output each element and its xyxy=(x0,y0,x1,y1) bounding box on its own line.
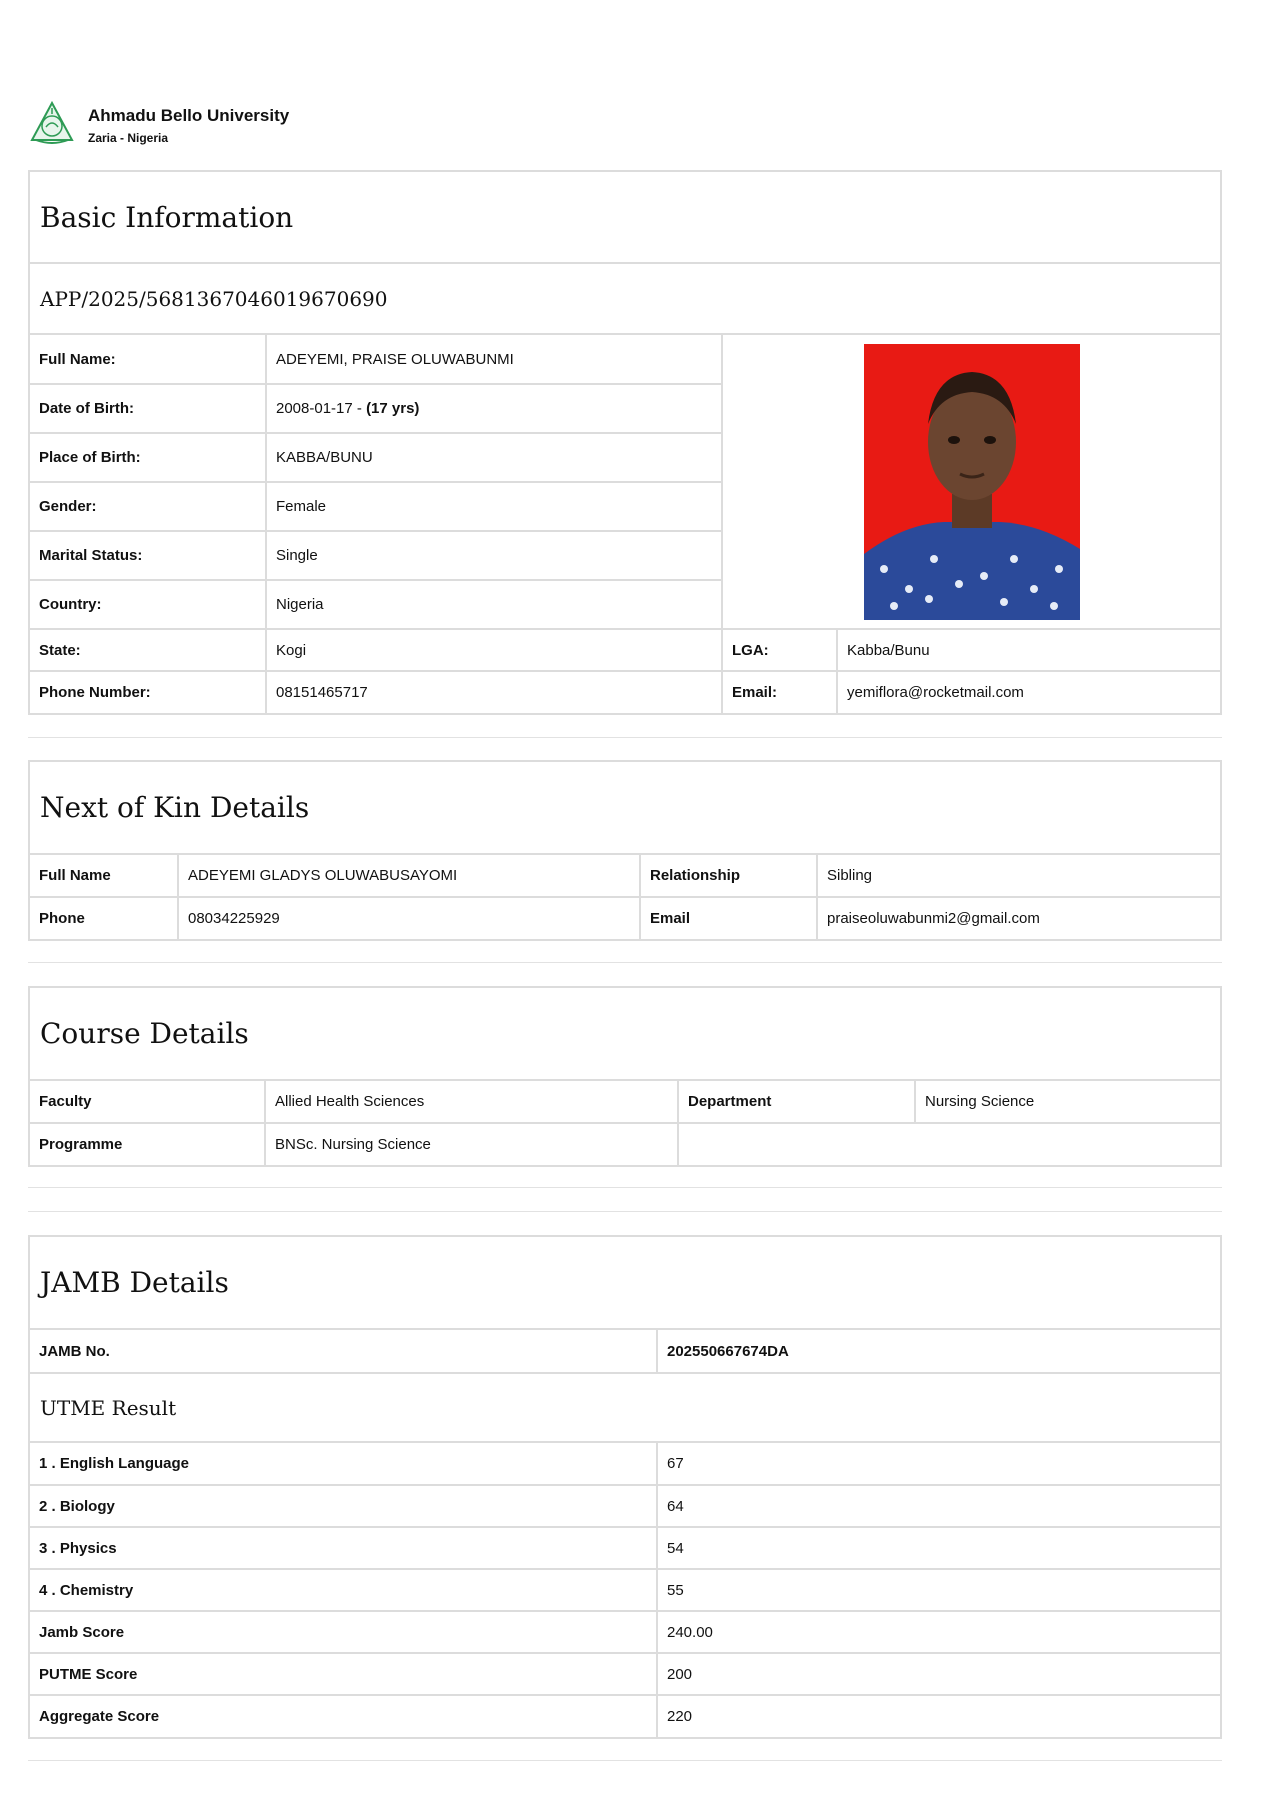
department-value: Nursing Science xyxy=(915,1081,1220,1123)
aggregate-score-label: Aggregate Score xyxy=(30,1695,657,1737)
email-value: yemiflora@rocketmail.com xyxy=(837,671,1220,713)
jamb-score-value: 240.00 xyxy=(657,1611,1220,1653)
table-row xyxy=(30,1611,1220,1653)
section-divider xyxy=(28,1187,1222,1188)
kin-name-value: ADEYEMI GLADYS OLUWABUSAYOMI xyxy=(178,855,640,897)
subject-label: 1 . English Language xyxy=(30,1443,657,1485)
dob-date: 2008-01-17 - xyxy=(276,400,367,417)
table-row xyxy=(30,1527,1220,1569)
putme-score-value: 200 xyxy=(657,1653,1220,1695)
section-title: JAMB Details xyxy=(30,1237,1220,1330)
putme-score-label: PUTME Score xyxy=(30,1653,657,1695)
kin-phone-value: 08034225929 xyxy=(178,897,640,939)
utme-result-title: UTME Result xyxy=(30,1372,1220,1443)
utme-result-table xyxy=(30,1443,1220,1737)
kin-name-label: Full Name xyxy=(30,855,178,897)
table-row xyxy=(30,1569,1220,1611)
kin-email-label: Email xyxy=(640,897,817,939)
marital-status-value: Single xyxy=(266,531,722,580)
kin-email-value: praiseoluwabunmi2@gmail.com xyxy=(817,897,1220,939)
state-value: Kogi xyxy=(266,629,722,671)
gender-value: Female xyxy=(266,482,722,531)
state-label: State: xyxy=(30,629,266,671)
kin-relationship-value: Sibling xyxy=(817,855,1220,897)
jamb-number-table xyxy=(30,1330,1220,1372)
pob-label: Place of Birth: xyxy=(30,433,266,482)
subject-score: 54 xyxy=(657,1527,1220,1569)
full-name-label: Full Name: xyxy=(30,335,266,384)
subject-label: 2 . Biology xyxy=(30,1485,657,1527)
section-title: Course Details xyxy=(30,988,1220,1081)
table-row xyxy=(30,1485,1220,1527)
faculty-label: Faculty xyxy=(30,1081,265,1123)
table-row xyxy=(30,1653,1220,1695)
pob-value: KABBA/BUNU xyxy=(266,433,722,482)
jamb-number-label: JAMB No. xyxy=(30,1330,657,1372)
basic-info-table xyxy=(30,335,1220,713)
lga-label: LGA: xyxy=(722,629,837,671)
course-details-table xyxy=(30,1081,1220,1165)
phone-value: 08151465717 xyxy=(266,671,722,713)
section-divider xyxy=(28,962,1222,963)
gender-label: Gender: xyxy=(30,482,266,531)
subject-score: 64 xyxy=(657,1485,1220,1527)
document-header xyxy=(28,100,289,148)
jamb-score-label: Jamb Score xyxy=(30,1611,657,1653)
age-value: (17 yrs) xyxy=(366,400,420,417)
subject-label: 4 . Chemistry xyxy=(30,1569,657,1611)
full-name-value: ADEYEMI, PRAISE OLUWABUNMI xyxy=(266,335,722,384)
kin-phone-label: Phone xyxy=(30,897,178,939)
country-value: Nigeria xyxy=(266,580,722,629)
section-divider xyxy=(28,737,1222,738)
section-divider xyxy=(28,1760,1222,1761)
section-divider xyxy=(28,1211,1222,1212)
email-label: Email: xyxy=(722,671,837,713)
next-of-kin-table xyxy=(30,855,1220,939)
university-location: Zaria - Nigeria xyxy=(88,131,169,145)
subject-label: 3 . Physics xyxy=(30,1527,657,1569)
subject-score: 55 xyxy=(657,1569,1220,1611)
marital-status-label: Marital Status: xyxy=(30,531,266,580)
dob-label: Date of Birth: xyxy=(30,384,266,433)
programme-value: BNSc. Nursing Science xyxy=(265,1123,678,1165)
passport-photo-cell xyxy=(722,335,1220,629)
programme-label: Programme xyxy=(30,1123,265,1165)
jamb-details-section xyxy=(28,1235,1222,1739)
university-logo-icon xyxy=(28,100,76,148)
aggregate-score-value: 220 xyxy=(657,1695,1220,1737)
passport-photo xyxy=(864,344,1080,620)
faculty-value: Allied Health Sciences xyxy=(265,1081,678,1123)
section-title: Basic Information xyxy=(30,172,1220,264)
section-title: Next of Kin Details xyxy=(30,762,1220,855)
phone-label: Phone Number: xyxy=(30,671,266,713)
department-label: Department xyxy=(678,1081,915,1123)
table-row xyxy=(30,1695,1220,1737)
basic-information-section xyxy=(28,170,1222,715)
empty-cell xyxy=(678,1123,1220,1165)
subject-score: 67 xyxy=(657,1443,1220,1485)
course-details-section xyxy=(28,986,1222,1167)
lga-value: Kabba/Bunu xyxy=(837,629,1220,671)
country-label: Country: xyxy=(30,580,266,629)
table-row xyxy=(30,1443,1220,1485)
dob-value xyxy=(266,384,722,433)
university-name: Ahmadu Bello University xyxy=(88,106,290,125)
kin-relationship-label: Relationship xyxy=(640,855,817,897)
jamb-number-value: 202550667674DA xyxy=(657,1330,1220,1372)
application-number: APP/2025/5681367046019670690 xyxy=(30,264,1220,335)
next-of-kin-section xyxy=(28,760,1222,941)
